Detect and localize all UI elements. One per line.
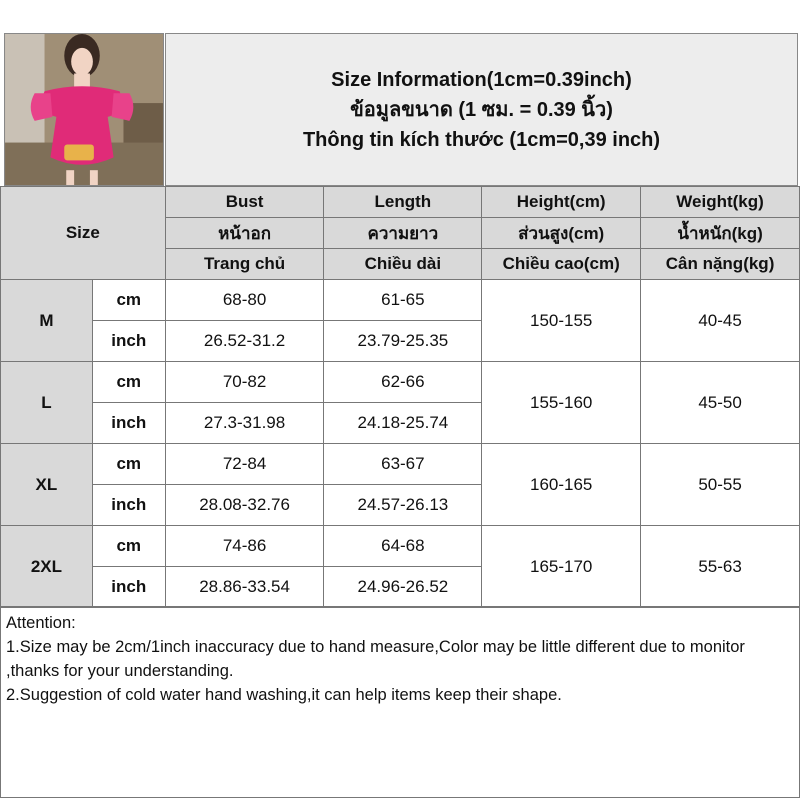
col-weight-th: น้ำหนัก(kg) — [641, 218, 800, 249]
col-bust-vi: Trang chủ — [165, 249, 324, 280]
notes-heading: Attention: — [6, 614, 76, 632]
size-table — [0, 186, 800, 608]
unit-cm: cm — [92, 526, 165, 567]
attention-notes — [0, 606, 800, 798]
length-cm: 64-68 — [324, 526, 482, 567]
title-thai: ข้อมูลขนาด (1 ซม. = 0.39 นิ้ว) — [350, 98, 613, 121]
weight-range: 55-63 — [641, 526, 800, 608]
size-label: L — [1, 362, 93, 444]
col-length-vi: Chiều dài — [324, 249, 482, 280]
height-range: 160-165 — [482, 444, 641, 526]
bust-inch: 27.3-31.98 — [165, 403, 324, 444]
unit-inch: inch — [92, 403, 165, 444]
col-height-th: ส่วนสูง(cm) — [482, 218, 641, 249]
product-photo — [4, 33, 164, 186]
unit-cm: cm — [92, 362, 165, 403]
bust-cm: 72-84 — [165, 444, 324, 485]
length-inch: 23.79-25.35 — [324, 321, 482, 362]
length-cm: 63-67 — [324, 444, 482, 485]
unit-inch: inch — [92, 321, 165, 362]
size-label: 2XL — [1, 526, 93, 608]
bust-cm: 74-86 — [165, 526, 324, 567]
notes-line-1: 1.Size may be 2cm/1inch inaccuracy due to hand measure,Color may be little different due to monitor ,thanks for your understanding. — [6, 638, 745, 680]
col-bust-en: Bust — [165, 187, 324, 218]
title-english: Size Information(1cm=0.39inch) — [331, 68, 632, 91]
col-height-vi: Chiều cao(cm) — [482, 249, 641, 280]
weight-range: 45-50 — [641, 362, 800, 444]
length-inch: 24.18-25.74 — [324, 403, 482, 444]
size-label: XL — [1, 444, 93, 526]
unit-inch: inch — [92, 485, 165, 526]
col-bust-th: หน้าอก — [165, 218, 324, 249]
bust-inch: 26.52-31.2 — [165, 321, 324, 362]
bust-cm: 70-82 — [165, 362, 324, 403]
col-weight-en: Weight(kg) — [641, 187, 800, 218]
length-inch: 24.57-26.13 — [324, 485, 482, 526]
table-row — [1, 444, 800, 485]
title-block — [165, 33, 798, 186]
unit-cm: cm — [92, 280, 165, 321]
height-range: 165-170 — [482, 526, 641, 608]
length-inch: 24.96-26.52 — [324, 567, 482, 608]
height-range: 155-160 — [482, 362, 641, 444]
height-range: 150-155 — [482, 280, 641, 362]
size-label: M — [1, 280, 93, 362]
bust-cm: 68-80 — [165, 280, 324, 321]
notes-line-2: 2.Suggestion of cold water hand washing,it can help items keep their shape. — [6, 686, 562, 704]
length-cm: 62-66 — [324, 362, 482, 403]
bust-inch: 28.86-33.54 — [165, 567, 324, 608]
title-vietnamese: Thông tin kích thước (1cm=0,39 inch) — [302, 128, 661, 151]
col-length-en: Length — [324, 187, 482, 218]
col-weight-vi: Cân nặng(kg) — [641, 249, 800, 280]
weight-range: 50-55 — [641, 444, 800, 526]
table-row — [1, 280, 800, 321]
unit-cm: cm — [92, 444, 165, 485]
bust-inch: 28.08-32.76 — [165, 485, 324, 526]
weight-range: 40-45 — [641, 280, 800, 362]
unit-inch: inch — [92, 567, 165, 608]
product-photo-dress-icon — [5, 34, 163, 185]
col-height-en: Height(cm) — [482, 187, 641, 218]
col-length-th: ความยาว — [324, 218, 482, 249]
size-header: Size — [1, 187, 166, 280]
table-row — [1, 526, 800, 567]
length-cm: 61-65 — [324, 280, 482, 321]
table-row — [1, 362, 800, 403]
